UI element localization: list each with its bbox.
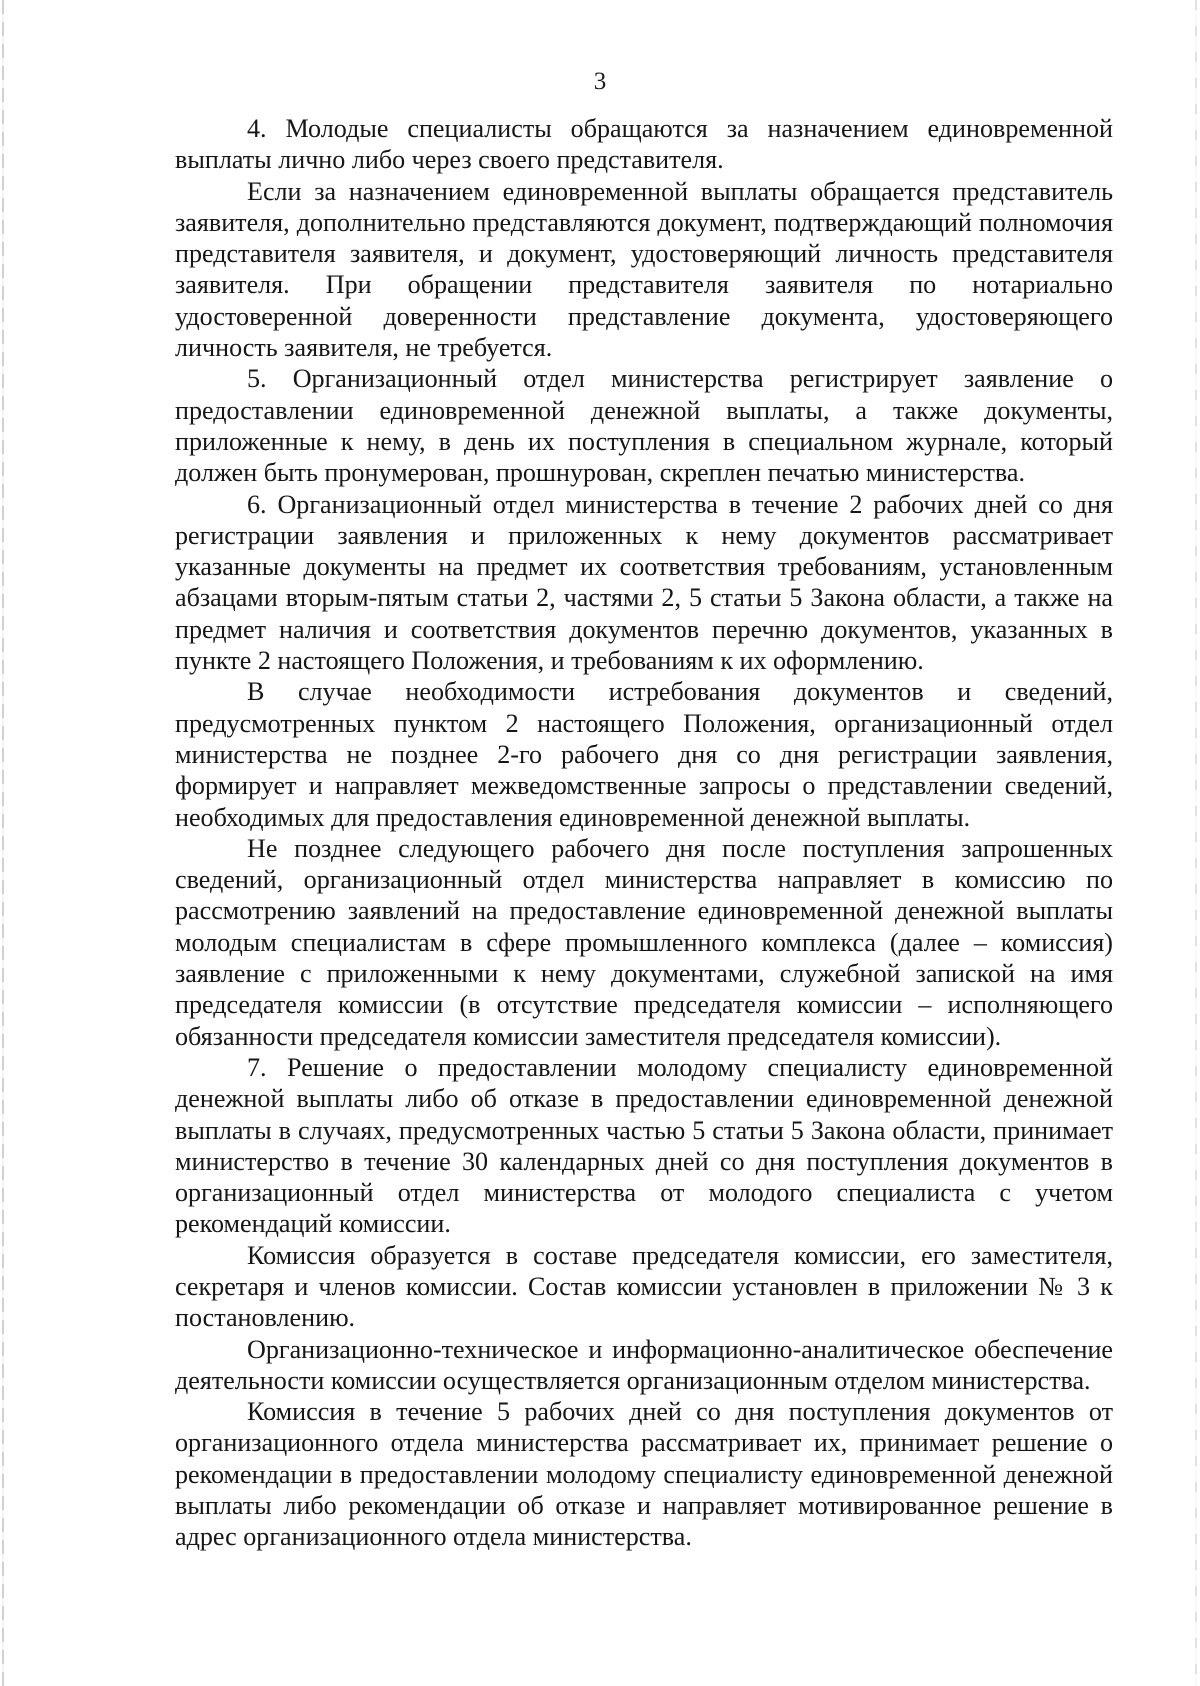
paragraph-commission-support: Организационно-техническое и информационно-аналитическое обеспечение деятельности комиссии осуществляется организационным отделом министерства.: [175, 1334, 1113, 1395]
paragraph-representative: Если за назначением единовременной выплаты обращается представитель заявителя, дополнительно представляются документ, подтверждающий полномочия представителя заявителя, и документ, удостоверяющий личность представителя заявителя. При обращении представителя заявителя по нотариально удостоверенной доверенности представление документа, удостоверяющего личность заявителя, не требуется.: [175, 176, 1113, 363]
paragraph-commission-referral: Не позднее следующего рабочего дня после поступления запрошенных сведений, организационный отдел министерства направляет в комиссию по рассмотрению заявлений на предоставление единовременной денежной выплаты молодым специалистам в сфере промышленного комплекса (далее – комиссия) заявление с приложенными к нему документами, служебной запиской на имя председателя комиссии (в отсутствие председателя комиссии – исполняющего обязанности председателя комиссии заместителя председателя комиссии).: [175, 833, 1113, 1051]
paragraph-commission-composition: Комиссия образуется в составе председателя комиссии, его заместителя, секретаря и членов комиссии. Состав комиссии установлен в приложении № 3 к постановлению.: [175, 1240, 1113, 1333]
paragraph-item-4: 4. Молодые специалисты обращаются за назначением единовременной выплаты лично либо через своего представителя.: [175, 114, 1113, 175]
scan-edge-right: [1195, 0, 1197, 1686]
paragraph-item-7: 7. Решение о предоставлении молодому специалисту единовременной денежной выплаты либо об отказе в предоставлении единовременной денежной выплаты в случаях, предусмотренных частью 5 статьи 5 Закона области, принимает министерство в течение 30 календарных дней со дня поступления документов в организационный отдел министерства от молодого специалиста с учетом рекомендаций комиссии.: [175, 1052, 1113, 1239]
paragraph-interagency-requests: В случае необходимости истребования документов и сведений, предусмотренных пунктом 2 настоящего Положения, организационный отдел министерства не позднее 2-го рабочего дня со дня регистрации заявления, формирует и направляет межведомственные запросы о представлении сведений, необходимых для предоставления единовременной денежной выплаты.: [175, 677, 1113, 832]
paragraph-item-5: 5. Организационный отдел министерства регистрирует заявление о предоставлении единовременной денежной выплаты, а также документы, приложенные к нему, в день их поступления в специальном журнале, который должен быть пронумерован, прошнурован, скреплен печатью министерства.: [175, 364, 1113, 488]
page-number: 3: [593, 68, 607, 95]
document-body: [175, 113, 1113, 1553]
paragraph-item-6: 6. Организационный отдел министерства в течение 2 рабочих дней со дня регистрации заявления и приложенных к нему документов рассматривает указанные документы на предмет их соответствия требованиям, установленным абзацами вторым-пятым статьи 2, частями 2, 5 статьи 5 Закона области, а также на предмет наличия и соответствия документов перечню документов, указанных в пункте 2 настоящего Положения, и требованиям к их оформлению.: [175, 489, 1113, 676]
scan-edge-left: [2, 0, 4, 1686]
paragraph-commission-review: Комиссия в течение 5 рабочих дней со дня поступления документов от организационного отдела министерства рассматривает их, принимает решение о рекомендации в предоставлении молодому специалисту единовременной денежной выплаты либо рекомендации об отказе и направляет мотивированное решение в адрес организационного отдела министерства.: [175, 1397, 1113, 1552]
